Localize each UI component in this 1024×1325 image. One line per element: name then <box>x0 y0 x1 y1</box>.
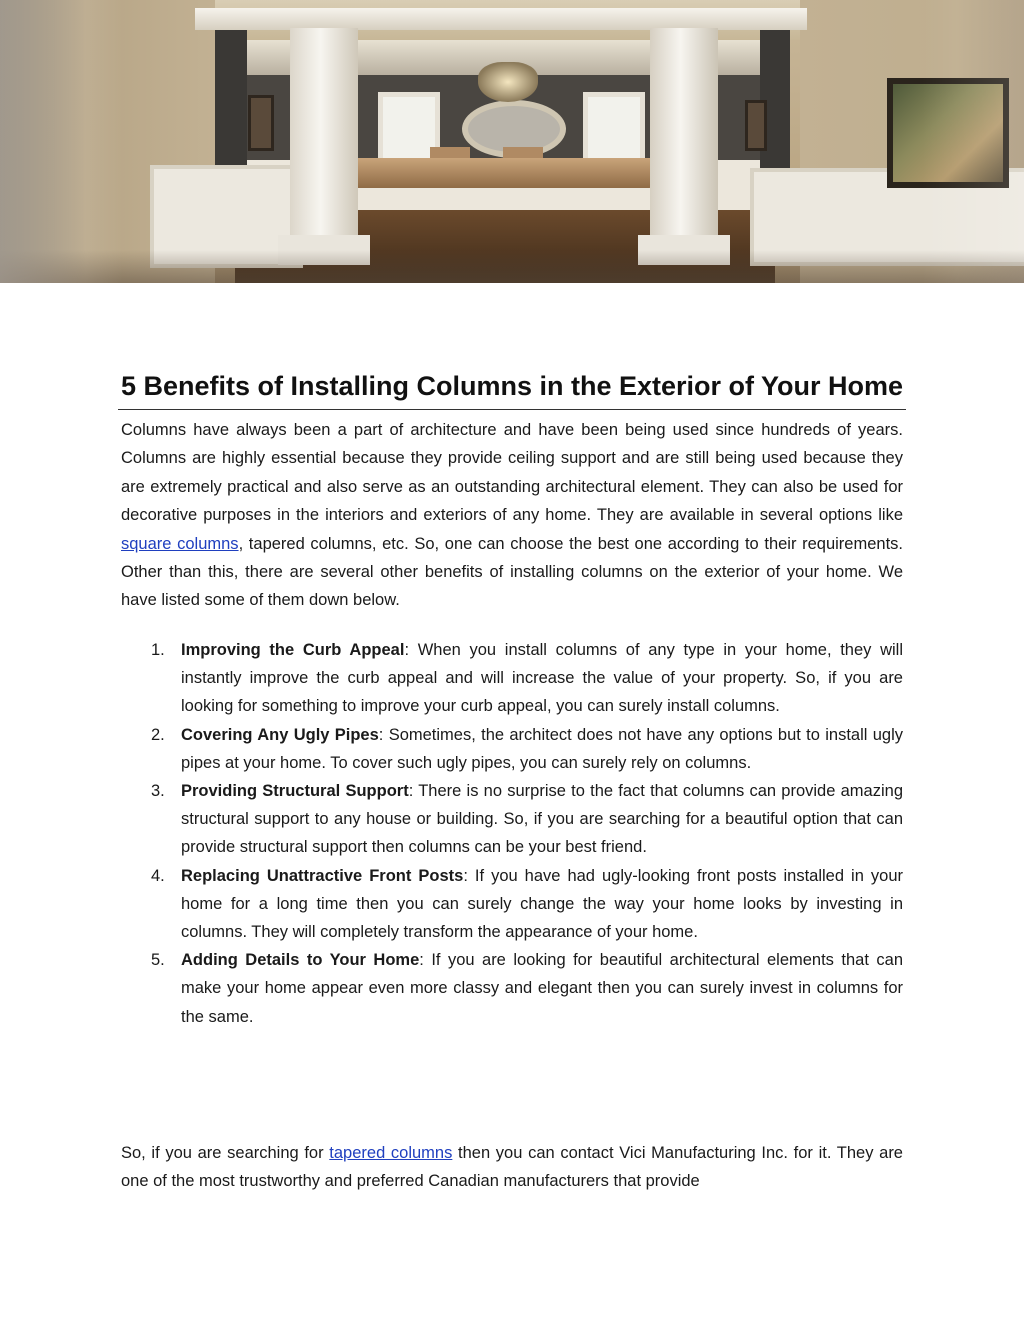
list-number: 5. <box>151 951 165 970</box>
list-item <box>121 721 903 777</box>
list-number: 4. <box>151 866 165 885</box>
benefit-text: : There is no surprise to the fact that columns can provide amazing structural support to any house or building. So, if you are searching for a beautiful option that can provide structural support then columns can be your best friend. <box>181 782 903 857</box>
benefits-list <box>121 636 903 1031</box>
benefit-text: : When you install columns of any type in your home, they will instantly improve the curb appeal and will increase the value of your property. So, if you are looking for something to improve your curb appeal, you can surely install columns. <box>181 641 903 716</box>
list-number: 1. <box>151 641 165 659</box>
outro-text-end: then you can contact Vici Manufacturing Inc. for it. They are one of the most trustworthy and preferred Canadian manufacturers that provide <box>121 1144 903 1191</box>
benefit-text: : If you are looking for beautiful architectural elements that can make your home appear even more classy and elegant then you can surely invest in columns for the same. <box>181 951 903 1026</box>
square-columns-link[interactable]: square columns <box>121 534 239 553</box>
benefit-heading: Providing Structural Support <box>181 782 409 801</box>
benefit-heading: Improving the Curb Appeal <box>181 641 405 659</box>
list-number: 2. <box>151 725 165 744</box>
benefit-text: : Sometimes, the architect does not have any options but to install ugly pipes at your home. To cover such ugly pipes, you can surely rely on columns. <box>181 725 903 772</box>
closing-paragraph <box>121 1139 903 1196</box>
tapered-columns-link[interactable]: tapered columns <box>329 1144 453 1162</box>
benefit-heading: Replacing Unattractive Front Posts <box>181 866 464 885</box>
outro-text-start: So, if you are searching for <box>121 1144 330 1162</box>
hero-image-dining-room <box>0 0 1024 283</box>
intro-paragraph <box>121 416 903 615</box>
page-title: 5 Benefits of Installing Columns in the Exterior of Your Home <box>118 364 906 410</box>
benefit-heading: Covering Any Ugly Pipes <box>181 725 379 744</box>
list-item <box>121 946 903 1031</box>
list-item <box>121 636 903 721</box>
intro-text-end: , tapered columns, etc. So, one can choose the best one according to their requirements. Other than this, there are several other benefits of installing columns on the exterior of your home. We have listed some of them down below. <box>121 534 903 610</box>
list-number: 3. <box>151 782 165 801</box>
hero-vignette <box>0 0 1024 283</box>
benefit-text: : If you have had ugly-looking front posts installed in your home for a long time then you can surely change the way your home looks by investing in columns. They will completely transform the appearance of your home. <box>181 866 903 942</box>
list-item <box>121 777 903 862</box>
benefit-heading: Adding Details to Your Home <box>181 951 420 970</box>
list-item <box>121 862 903 947</box>
intro-text-start: Columns have always been a part of architecture and have been being used since hundreds of years. Columns are highly essential because they provide ceiling support and are still being used because they are extremely practical and also serve as an outstanding architectural element. They can also be used for decorative purposes in the interiors and exteriors of any home. They are available in several options like <box>121 421 903 525</box>
